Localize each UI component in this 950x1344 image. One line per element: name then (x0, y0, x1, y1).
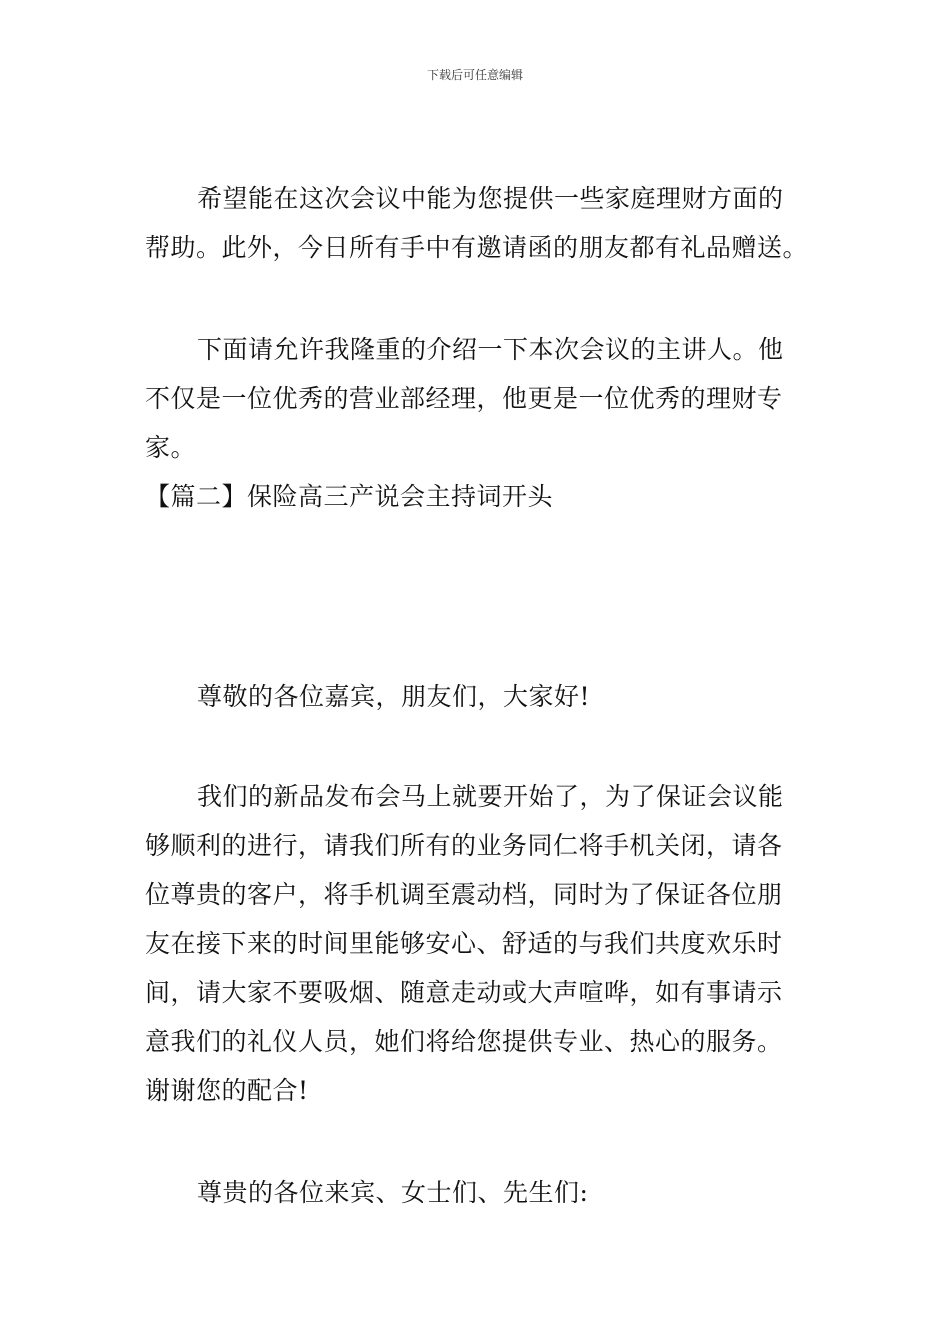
paragraph-line: 不仅是一位优秀的营业部经理，他更是一位优秀的理财专 (145, 384, 783, 413)
paragraph-line: 谢谢您的配合! (145, 1076, 309, 1105)
paragraph-line: 友在接下来的时间里能够安心、舒适的与我们共度欢乐时 (145, 929, 783, 958)
paragraph-line: 家。 (145, 433, 197, 462)
paragraph-line: 下面请允许我隆重的介绍一下本次会议的主讲人。他 (197, 335, 784, 364)
paragraph-line: 尊敬的各位嘉宾，朋友们，大家好! (197, 682, 591, 711)
paragraph-line: 希望能在这次会议中能为您提供一些家庭理财方面的 (197, 184, 784, 213)
section-heading: 【篇二】保险高三产说会主持词开头 (145, 482, 554, 511)
paragraph-line: 够顺利的进行，请我们所有的业务同仁将手机关闭，请各 (145, 831, 783, 860)
paragraph-line: 尊贵的各位来宾、女士们、先生们: (197, 1178, 589, 1207)
paragraph-line: 位尊贵的客户，将手机调至震动档，同时为了保证各位朋 (145, 880, 783, 909)
paragraph-line: 我们的新品发布会马上就要开始了，为了保证会议能 (197, 782, 784, 811)
page-header-note: 下载后可任意编辑 (426, 68, 523, 82)
paragraph-line: 间，请大家不要吸烟、随意走动或大声喧哗，如有事请示 (145, 978, 783, 1007)
paragraph-line: 意我们的礼仪人员，她们将给您提供专业、热心的服务。 (145, 1027, 783, 1056)
paragraph-line: 帮助。此外，今日所有手中有邀请函的朋友都有礼品赠送。 (145, 233, 809, 262)
